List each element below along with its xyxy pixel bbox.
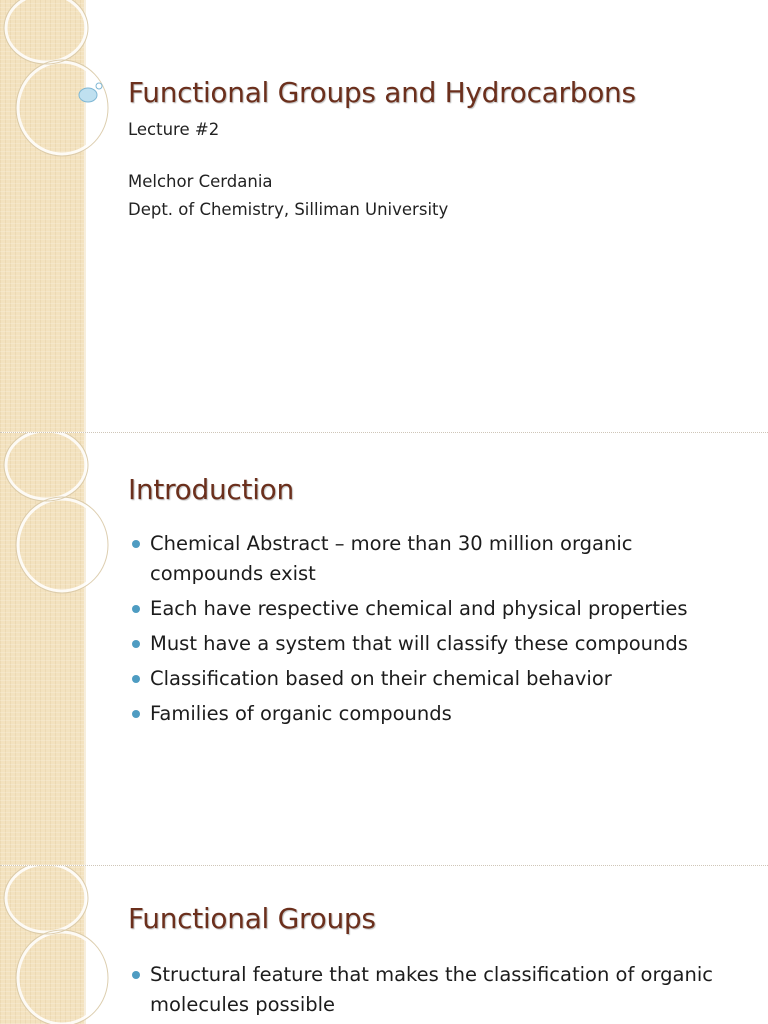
list-item: Each have respective chemical and physical properties bbox=[128, 594, 748, 624]
author-name: Melchor Cerdania bbox=[128, 172, 273, 191]
bullet-icon bbox=[132, 675, 140, 683]
department-name: Dept. of Chemistry, Silliman University bbox=[128, 200, 449, 219]
bullet-icon bbox=[132, 605, 140, 613]
list-item: Must have a system that will classify these compounds bbox=[128, 629, 748, 659]
bullet-icon bbox=[132, 971, 140, 979]
bullet-icon bbox=[132, 710, 140, 718]
slide-heading: Introduction bbox=[128, 473, 294, 506]
slide-functional-groups bbox=[0, 866, 768, 1024]
list-item: Classification based on their chemical behavior bbox=[128, 664, 748, 694]
bubble-icon bbox=[79, 88, 97, 102]
decorative-rings-icon bbox=[0, 0, 110, 432]
bullet-list bbox=[128, 529, 748, 734]
bullet-icon bbox=[132, 640, 140, 648]
bullet-list bbox=[128, 960, 748, 1024]
lecture-number: Lecture #2 bbox=[128, 120, 220, 139]
bullet-icon bbox=[132, 540, 140, 548]
list-item: Structural feature that makes the classification of organic molecules possible bbox=[128, 960, 748, 1020]
slide-introduction bbox=[0, 433, 768, 865]
slide-title-heading: Functional Groups and Hydrocarbons bbox=[128, 76, 636, 109]
list-item: Chemical Abstract – more than 30 million organic compounds exist bbox=[128, 529, 748, 589]
list-item: Families of organic compounds bbox=[128, 699, 748, 729]
decorative-rings-icon bbox=[0, 433, 110, 865]
slide-heading: Functional Groups bbox=[128, 902, 376, 935]
decorative-rings-icon bbox=[0, 866, 110, 1024]
slide-title bbox=[0, 0, 768, 432]
